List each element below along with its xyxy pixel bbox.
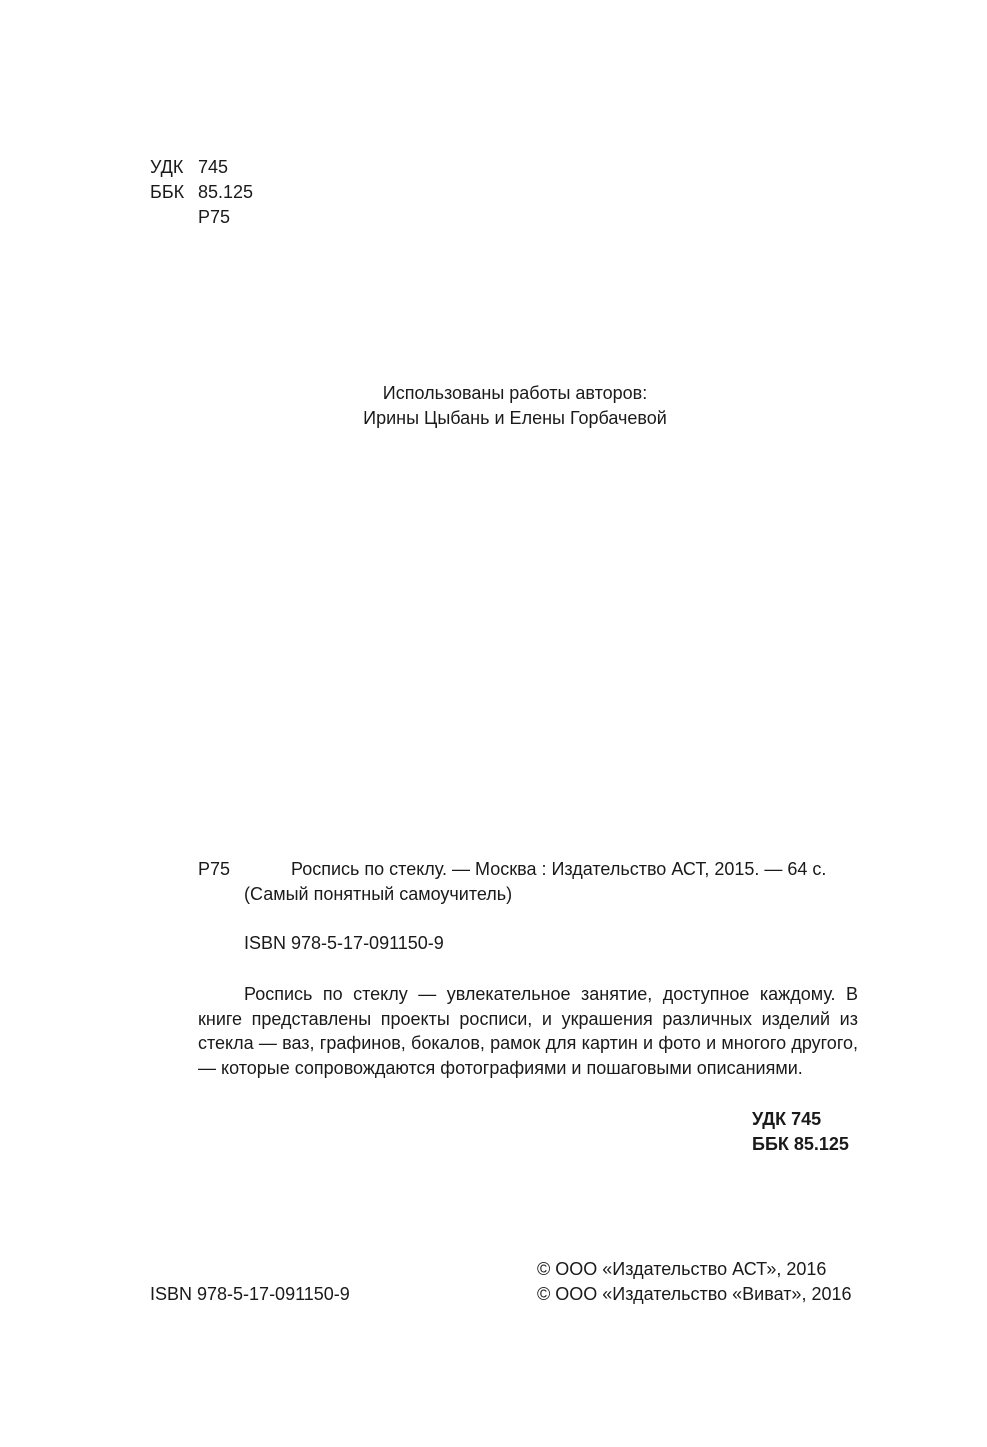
- copyright-vivat: © ООО «Издательство «Виват», 2016: [537, 1284, 852, 1304]
- bbk-label: ББК: [150, 182, 185, 202]
- credits-line-2: Ирины Цыбань и Елены Горбачевой: [363, 408, 667, 428]
- udk-label: УДК: [150, 157, 184, 177]
- copyright-ast: © ООО «Издательство АСТ», 2016: [537, 1259, 827, 1279]
- footer-isbn: ISBN 978-5-17-091150-9: [150, 1284, 350, 1304]
- udk-value: 745: [198, 157, 229, 177]
- bbk-final: ББК 85.125: [752, 1134, 849, 1154]
- entry-mark: Р75: [198, 859, 231, 879]
- udk-final: УДК 745: [752, 1109, 822, 1129]
- bbk-value: 85.125: [198, 182, 254, 202]
- credits-line-1: Использованы работы авторов:: [382, 383, 648, 403]
- annotation: Роспись по стеклу — увлекательное занятие, доступное каждому. В книге представлены проекты росписи, и украшения различных изделий из стекла — ваз, графинов, бокалов, рамок для картин и фото и многого другого, — которые сопровождаются фотографиями и пошаговыми описаниями.: [198, 984, 858, 1078]
- series-name: (Самый понятный самоучитель): [244, 884, 513, 904]
- entry-title: Роспись по стеклу. — Москва : Издательство АСТ, 2015. — 64 с.: [291, 859, 827, 879]
- entry-isbn: ISBN 978-5-17-091150-9: [244, 933, 444, 953]
- author-mark: Р75: [198, 207, 231, 227]
